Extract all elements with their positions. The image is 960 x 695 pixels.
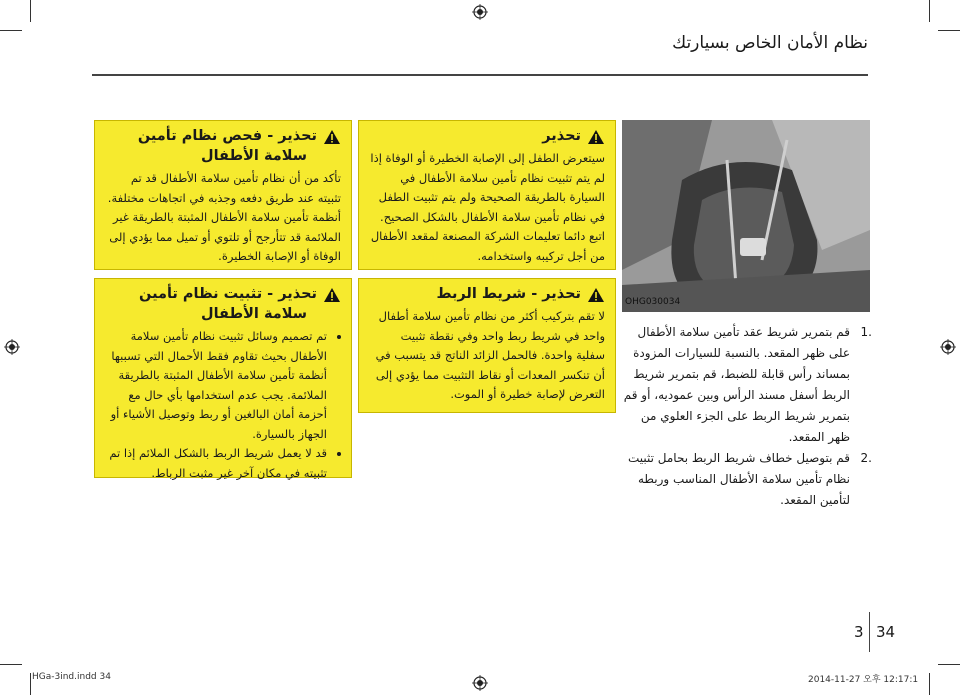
photo-caption: OHG030034 xyxy=(625,297,681,307)
footer-date: 2014-11-27 오후 12:17:1 xyxy=(808,675,919,685)
warning-box-child-restraint xyxy=(358,120,616,270)
crop-mark xyxy=(0,30,22,31)
page-number: 34 xyxy=(876,623,896,641)
warning-title: تحذير xyxy=(369,127,605,146)
instruction-steps xyxy=(622,322,872,511)
warning-title: تحذير - شريط الربط xyxy=(369,285,605,304)
step-text: قم بتوصيل خطاف شريط الربط بحامل تثبيت نظام تأمين سلامة الأطفال المناسب وربطه لتأمين المقعد. xyxy=(627,451,850,507)
warning-title: تحذير - فحص نظام تأمين xyxy=(105,127,341,146)
warning-triangle-icon xyxy=(587,129,605,145)
warning-subtitle: سلامة الأطفال xyxy=(201,306,307,322)
crop-mark xyxy=(938,30,960,31)
footer-file-name: HGa-3ind.indd 34 xyxy=(32,672,111,682)
chapter-number: 3 xyxy=(854,623,864,641)
crop-mark xyxy=(929,0,930,22)
warning-box-check-restraint xyxy=(94,120,352,270)
crop-mark xyxy=(0,664,22,665)
registration-mark-icon xyxy=(472,675,488,691)
warning-body: سيتعرض الطفل إلى الإصابة الخطيرة أو الوفاة إذا لم يتم تثبيت نظام تأمين سلامة الأطفال في السيارة بالطريقة الصحيحة ولم يتم تثبيت الطفل في نظام تأمين سلامة الأطفال بالشكل الصحيح. اتبع دائما تعليمات الشركة المصنعة لمقعد الأطفال من أجل تركيبه واستخدامه. xyxy=(370,151,605,263)
crop-mark xyxy=(30,0,31,22)
step-item xyxy=(622,322,872,448)
registration-mark-icon xyxy=(940,339,956,355)
warning-subtitle: سلامة الأطفال xyxy=(201,148,307,164)
crop-mark xyxy=(30,673,31,695)
warning-list-item: • تم تصميم وسائل تثبيت نظام تأمين سلامة الأطفال بحيث تقاوم فقط الأحمال التي تسببها أنظمة تأمين سلامة الأطفال المثبتة بالطريقة الملائمة. يجب عدم استخدامها بأي حال مع أحزمة أمان البالغين أو ربط وتوصيل الأشياء أو الجهاز بالسيارة. xyxy=(105,327,327,444)
warning-title: تحذير - تثبيت نظام تأمين xyxy=(105,285,341,304)
crop-mark xyxy=(938,664,960,665)
warning-list-item: • قد لا يعمل شريط الربط بالشكل الملائم إذا تم تثبيته في مكان آخر غير مثبت الرباط. xyxy=(105,444,327,483)
header-rule xyxy=(92,74,868,76)
registration-mark-icon xyxy=(4,339,20,355)
warning-triangle-icon xyxy=(587,287,605,303)
warning-triangle-icon xyxy=(323,287,341,303)
warning-body xyxy=(105,327,341,483)
crop-mark xyxy=(929,673,930,695)
child-seat-illustration xyxy=(622,120,870,312)
step-number: .1 xyxy=(860,325,872,339)
warning-box-anchor-install xyxy=(94,278,352,478)
step-text: قم بتمرير شريط عقد تأمين سلامة الأطفال على ظهر المقعد. بالنسبة للسيارات المزودة بمساند رأس قابلة للضبط، قم بتمرير شريط الربط أسفل مسند الرأس وبين عموديه، أو قم بتمرير شريط الربط على الجزء العلوي من ظهر المقعد. xyxy=(623,325,850,444)
page-header-title: نظام الأمان الخاص بسيارتك xyxy=(672,33,868,53)
child-seat-photo xyxy=(622,120,870,312)
step-number: .2 xyxy=(860,451,872,465)
warning-body: تأكد من أن نظام تأمين سلامة الأطفال قد تم تثبيته عند طريق دفعه وجذبه في اتجاهات مختلفة. أنظمة تأمين سلامة الأطفال المثبتة بالطريقة غير الملائمة قد تتأرجح أو تلتوي أو تميل مما يؤدي إلى الوفاة أو الإصابة الخطيرة. xyxy=(107,171,341,263)
registration-mark-icon xyxy=(472,4,488,20)
page-number-divider xyxy=(869,612,870,652)
warning-triangle-icon xyxy=(323,129,341,145)
warning-body: لا تقم بتركيب أكثر من نظام تأمين سلامة أطفال واحد في شريط ربط واحد وفي نقطة تثبيت سفلية واحدة. فالحمل الزائد الناتج قد يتسبب في أن تنكسر المعدات أو نقاط التثبيت مما يؤدي إلى التعرض لإصابة خطيرة أو الموت. xyxy=(375,309,605,401)
step-item xyxy=(622,448,872,511)
warning-box-tether-strap xyxy=(358,278,616,413)
